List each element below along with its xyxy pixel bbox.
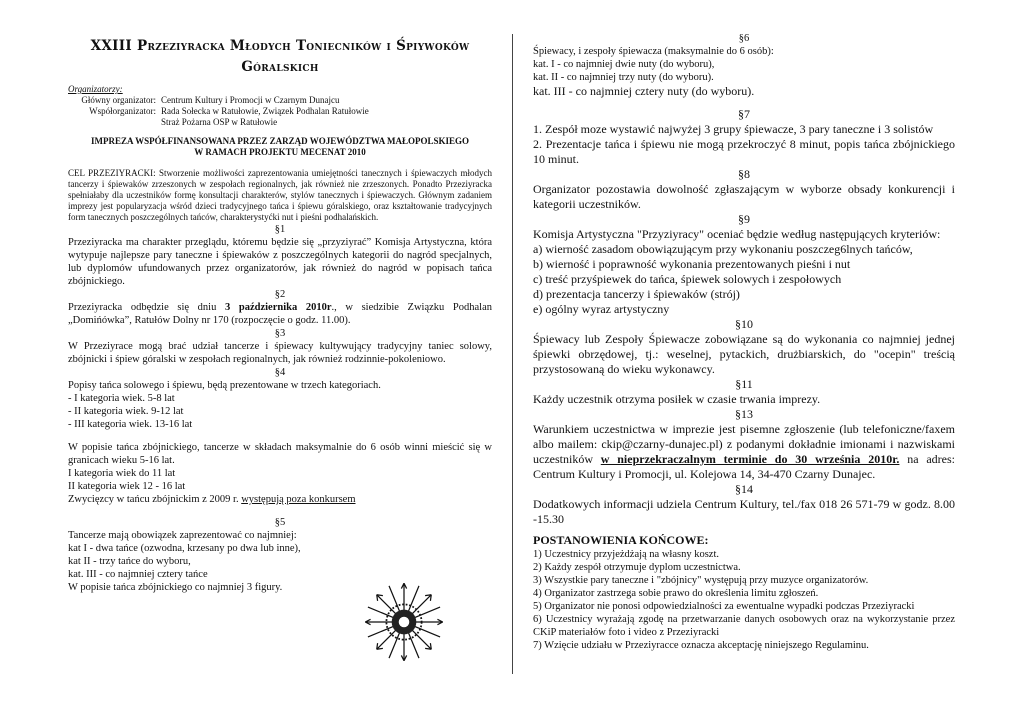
section-6-line-1: Śpiewacy, i zespoły śpiewacza (maksymalnie do 6 osób): — [533, 46, 774, 57]
criterion-d: d) prezentacja tancerzy i śpiewaków (strój) — [533, 287, 740, 301]
zbojnicki-text: W popisie tańca zbójnickiego, tancerze w składach maksymalnie do 6 osób winni mieścić się w granicach wieku 5-16 lat. — [68, 442, 492, 466]
category-3: - III kategoria wiek. 13-16 lat — [68, 419, 193, 430]
winners-note: Zwycięzcy w tańcu zbójnickim z 2009 r. występują poza konkursem — [68, 494, 356, 505]
title-line-1: XXIII Przeziyracka Młodych Toniecników i Śpiywoków — [90, 38, 470, 54]
criterion-e: e) ogólny wyraz artystyczny — [533, 302, 670, 316]
section-6-line-4: kat. III - co najmniej cztery nuty (do wyboru). — [533, 84, 755, 98]
section-7-heading: §7 — [738, 107, 750, 121]
section-5-line-5: W popisie tańca zbójnickiego co najmniej 3 figury. — [68, 582, 283, 593]
section-3-text: W Przeziyrace mogą brać udział tancerze i śpiewacy kultywujący tradycyjny taniec solowy, zbójnicki i śpiew góralski w zespołach regionalnych, jak również rodzinnie-pokoleniowo. — [68, 341, 492, 365]
organizers-heading: Organizatorzy: — [68, 84, 123, 94]
main-organizer: Główny organizator: Centrum Kultury i Promocji w Czarnym Dunajcu — [81, 95, 340, 105]
criterion-c: c) treść przyśpiewek do tańca, śpiewek solowych i zespołowych — [533, 272, 842, 286]
final-3: 3) Wszystkie pary taneczne i "zbójnicy" występują przy muzyce organizatorów. — [533, 575, 869, 586]
column-divider — [512, 34, 513, 674]
section-6-line-2: kat. I - co najmniej dwie nuty (do wyboru), — [533, 59, 715, 70]
section-11-text: Każdy uczestnik otrzyma posiłek w czasie trwania imprezy. — [533, 392, 821, 406]
section-5-line-1: Tancerze mają obowiązek zaprezentować co najmniej: — [68, 530, 297, 541]
final-4: 4) Organizator zastrzega sobie prawo do określenia limitu zgłoszeń. — [533, 588, 819, 599]
section-9-heading: §9 — [738, 212, 750, 226]
zbojnicki-category-1: I kategoria wiek do 11 lat — [68, 468, 176, 479]
section-11-heading: §11 — [735, 377, 753, 391]
goal-paragraph: CEL PRZEZIYRACKI: Stworzenie możliwości zaprezentowania umiejętności tanecznych i śpiewaczych młodych tancerzy i śpiewaków zrzeszonych w zespołach regionalnych, jak również nie zrzeszonych. Ponadto Przeziyracka spełniałaby dla uczestników formę konsultacji charakterów, stylów tanecznych i śpiewaczych. Głównym zadaniem imprezy jest popularyzacja wśród dzieci tradycyjnego tańca i śpiewu góralskiego, oraz kształtowanie tradycyjnych form tanecznych poszczególnych tańców, charakterystyćki nut i pieśni podhalańskich. — [68, 168, 492, 222]
final-2: 2) Każdy zespół otrzymuje dyplom uczestnictwa. — [533, 562, 741, 573]
decorative-flower-icon — [360, 578, 448, 666]
section-9-intro: Komisja Artystyczna "Przyziyracy" oceniać będzie według następujących kryteriów: — [533, 227, 941, 241]
section-3-heading: §3 — [274, 328, 286, 339]
section-4-heading: §4 — [274, 367, 286, 378]
co-organizer: Współorganizator: Rada Sołecka w Ratułowie, Związek Podhalan Ratułowie — [89, 106, 369, 116]
section-2-text: Przeziyracka odbędzie się dniu 3 października 2010r., w siedzibie Związku Podhalan „Domińówka”, Ratułów Dolny nr 170 (rozpoczęcie o godz. 11.00). — [68, 302, 492, 326]
section-8-heading: §8 — [738, 167, 750, 181]
criterion-b: b) wierność i poprawność wykonania prezentowanych pieśni i nut — [533, 257, 851, 271]
section-2-heading: §2 — [274, 289, 286, 300]
final-6: 6) Uczestnicy wyrażają zgodę na przetwarzanie danych osobowych oraz na wykorzystanie przez CKiP materiałów foto i video z Przeziyracki — [533, 614, 955, 638]
section-13-text: Warunkiem uczestnictwa w imprezie jest pisemne zgłoszenie (lub telefoniczne/faxem albo mailem: ckip@czarny-dunajec.pl) z podanymi dokładnie imionami i nazwiskami uczestników w nieprzekraczalnym terminie do 30 września 2010r. na adres: Centrum Kultury i Promocji, ul. Kolejowa 14, 34-470 Czarny Dunajec. — [533, 422, 955, 481]
section-5-line-3: kat II - trzy tańce do wyboru, — [68, 556, 191, 567]
right-column — [533, 0, 955, 652]
final-5: 5) Organizator nie ponosi odpowiedzialności za ewentualne wypadki podczas Przeziyracki — [533, 601, 915, 612]
co-organizer-2: Straż Pożarna OSP w Ratułowie — [161, 117, 278, 127]
section-10-text: Śpiewacy lub Zespoły Śpiewacze zobowiązane są do wykonania co najmniej jednej śpiewki obrzędowej, tj.: weselnej, pytackich, drużbiarskich, do "ocepin" treścią przystosowaną do wieku wykonawcy. — [533, 332, 955, 376]
section-1-heading: §1 — [274, 224, 286, 235]
section-14-heading: §14 — [735, 482, 753, 496]
section-13-heading: §13 — [735, 407, 753, 421]
section-5-line-4: kat. III - co najmniej cztery tańce — [68, 569, 208, 580]
funding-note: IMPREZA WSPÓŁFINANSOWANA PRZEZ ZARZĄD WOJEWÓDZTWA MAŁOPOLSKIEGO W RAMACH PROJEKTU MECENAT 2010 — [91, 136, 469, 157]
category-2: - II kategoria wiek. 9-12 lat — [68, 406, 184, 417]
final-7: 7) Wzięcie udziału w Przeziyracce oznacza akceptację niniejszego Regulaminu. — [533, 640, 869, 651]
criterion-a: a) wierność zasadom obowiązującym przy wykonaniu poszczeg6lnych tańców, — [533, 242, 913, 256]
section-6-line-3: kat. II - co najmniej trzy nuty (do wyboru). — [533, 72, 714, 83]
final-provisions-heading: POSTANOWIENIA KOŃCOWE: — [533, 533, 709, 547]
category-1: - I kategoria wiek. 5-8 lat — [68, 393, 175, 404]
section-7-line-1: 1. Zespół moze wystawić najwyżej 3 grupy śpiewacze, 3 pary taneczne i 3 solistów — [533, 122, 934, 136]
section-14-text: Dodatkowych informacji udziela Centrum Kultury, tel./fax 018 26 571-79 w godz. 8.00 -15.30 — [533, 497, 955, 526]
section-8-text: Organizator pozostawia dowolność zgłaszającym w wyborze obsady konkurencji i kategorii uczestników. — [533, 182, 955, 211]
final-1: 1) Uczestnicy przyjeżdżają na własny koszt. — [533, 549, 720, 560]
zbojnicki-category-2: II kategoria wiek 12 - 16 lat — [68, 481, 186, 492]
title-line-2: Góralskich — [241, 59, 319, 75]
section-7-line-2: 2. Prezentacje tańca i śpiewu nie mogą przekroczyć 8 minut, popis tańca zbójnickiego 10 minut. — [533, 137, 955, 166]
document-title — [68, 36, 492, 78]
section-6-heading: §6 — [738, 33, 750, 44]
section-5-heading: §5 — [274, 517, 286, 528]
section-4-intro: Popisy tańca solowego i śpiewu, będą prezentowane w trzech kategoriach. — [68, 380, 381, 391]
section-1-text: Przeziyracka ma charakter przeglądu, któremu będzie się „przyziyrać” Komisja Artystyczna, która wytypuje najlepsze pary taneczne i śpiewaków z poszczególnych kategorii do nagród specjalnych, lub dyplomów ufundowanych przez organizatorów, jak również do nagród w popisach tańca zbójnickiego. — [68, 237, 492, 287]
section-5-line-2: kat I - dwa tańce (ozwodna, krzesany po dwa lub inne), — [68, 543, 301, 554]
left-column — [68, 0, 492, 594]
section-10-heading: §10 — [735, 317, 753, 331]
